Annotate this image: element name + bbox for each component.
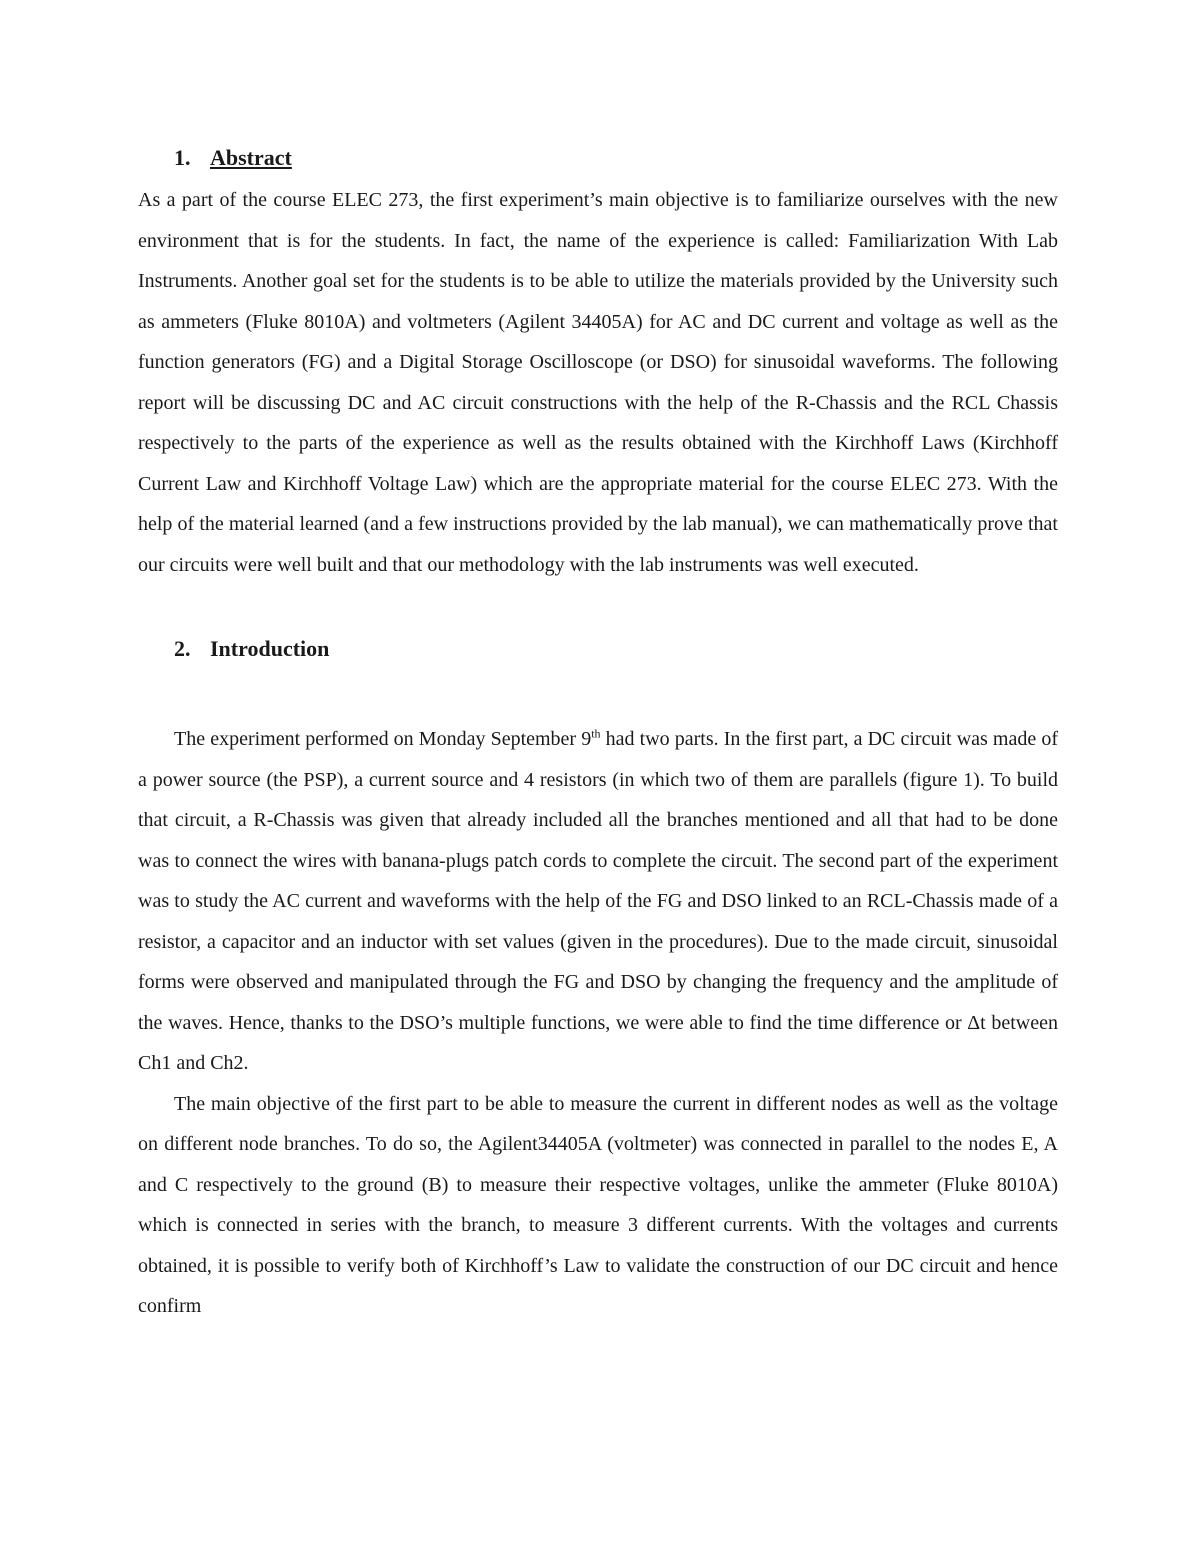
introduction-paragraph-1 xyxy=(138,719,1058,1084)
section-number: 1. xyxy=(174,145,191,170)
section-number: 2. xyxy=(174,636,191,661)
section-heading-introduction xyxy=(138,629,1058,669)
intro-text-start: The experiment performed on Monday September 9 xyxy=(174,728,592,750)
abstract-paragraph: As a part of the course ELEC 273, the first experiment’s main objective is to familiarize ourselves with the new environment that is for the students. In fact, the name of the experience is called: Familiarization With Lab Instruments. Another goal set for the students is to be able to utilize the materials provided by the University such as ammeters (Fluke 8010A) and voltmeters (Agilent 34405A) for AC and DC current and voltage as well as the function generators (FG) and a Digital Storage Oscilloscope (or DSO) for sinusoidal waveforms. The following report will be discussing DC and AC circuit constructions with the help of the R-Chassis and the RCL Chassis respectively to the parts of the experience as well as the results obtained with the Kirchhoff Laws (Kirchhoff Current Law and Kirchhoff Voltage Law) which are the appropriate material for the course ELEC 273. With the help of the material learned (and a few instructions provided by the lab manual), we can mathematically prove that our circuits were well built and that our methodology with the lab instruments was well executed. xyxy=(138,189,1058,576)
section-heading-abstract xyxy=(138,138,1058,178)
section-title: Abstract xyxy=(210,145,292,170)
ordinal-suffix: th xyxy=(591,726,601,741)
intro-text-rest: had two parts. In the first part, a DC circuit was made of a power source (the PSP), a current source and 4 resistors (in which two of them are parallels (figure 1). To build that circuit, a R-Chassis was given that already included all the branches mentioned and all that had to be done was to connect the wires with banana-plugs patch cords to complete the circuit. The second part of the experiment was to study the AC current and waveforms with the help of the FG and DSO linked to an RCL-Chassis made of a resistor, a capacitor and an inductor with set values (given in the procedures). Due to the made circuit, sinusoidal forms were observed and manipulated through the FG and DSO by changing the frequency and the amplitude of the waves. Hence, thanks to the DSO’s multiple functions, we were able to find the time difference or Δt between Ch1 and Ch2. xyxy=(138,728,1058,1074)
document-content xyxy=(138,138,1058,1327)
section-title: Introduction xyxy=(210,636,330,661)
introduction-paragraph-2: The main objective of the first part to be able to measure the current in different nodes as well as the voltage on different node branches. To do so, the Agilent34405A (voltmeter) was connected in parallel to the nodes E, A and C respectively to the ground (B) to measure their respective voltages, unlike the ammeter (Fluke 8010A) which is connected in series with the branch, to measure 3 different currents. With the voltages and currents obtained, it is possible to verify both of Kirchhoff’s Law to validate the construction of our DC circuit and hence confirm xyxy=(138,1092,1058,1317)
